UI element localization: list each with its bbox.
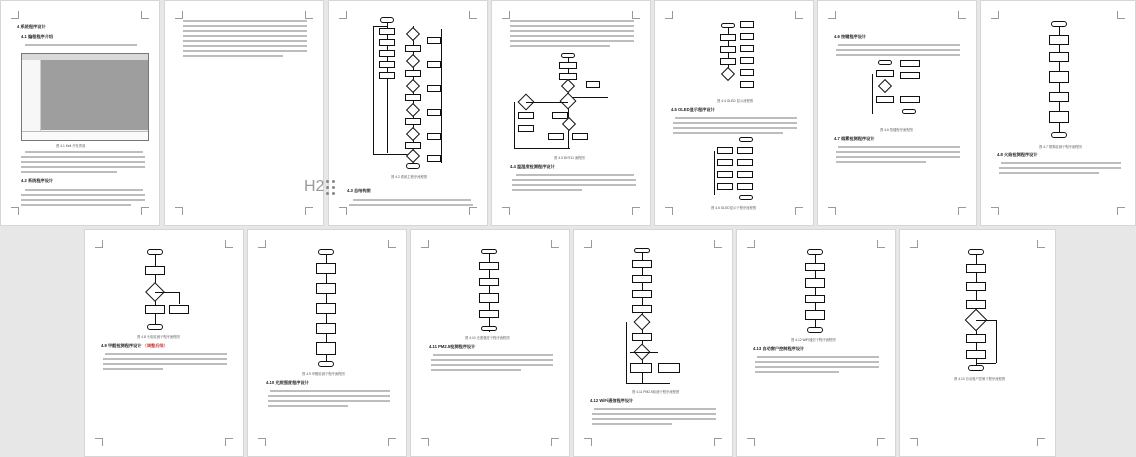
flow-connector — [976, 363, 996, 364]
flow-process — [405, 118, 421, 125]
crop-mark — [665, 207, 673, 215]
drag-handle-icon[interactable] — [326, 180, 336, 196]
document-page-10[interactable] — [410, 229, 570, 457]
document-page-5[interactable] — [654, 0, 814, 226]
flow-process — [900, 60, 920, 67]
keil-screenshot — [21, 53, 149, 141]
flow-process — [316, 303, 336, 314]
crop-mark — [584, 240, 592, 248]
section-heading: 4.4 温湿度检测程序设计 — [510, 164, 555, 169]
flow-process — [316, 263, 336, 274]
flow-process — [632, 333, 652, 341]
flow-process — [427, 61, 441, 68]
flow-process — [1049, 52, 1069, 62]
text-line — [270, 390, 390, 392]
flow-process — [900, 96, 920, 103]
crop-mark — [551, 438, 559, 446]
text-line — [431, 364, 553, 366]
flow-process — [427, 133, 441, 140]
flow-process — [737, 183, 753, 190]
flow-process — [740, 45, 754, 52]
flow-process — [479, 262, 499, 270]
flow-process — [379, 50, 395, 57]
figure-caption: 图 4.2 系统主程序流程图 — [391, 175, 428, 179]
section-heading: 4.3 总结构图 — [347, 188, 371, 193]
text-line — [21, 161, 145, 163]
figure-caption: 图 4.7 烟雾检测子程序流程图 — [1039, 145, 1082, 149]
document-page-1[interactable] — [0, 0, 160, 226]
figure-caption: 图 4.5 OLED显示子程序流程图 — [711, 206, 757, 210]
document-page-11[interactable] — [573, 229, 733, 457]
text-line — [353, 199, 471, 201]
crop-mark — [225, 438, 233, 446]
flow-process — [379, 28, 395, 35]
text-line — [510, 20, 634, 22]
crop-mark — [1117, 11, 1125, 19]
chapter-heading: 4 系统程序设计 — [17, 24, 46, 29]
section-heading: 4.10 光照强度程序设计 — [266, 380, 309, 385]
text-line — [183, 25, 307, 27]
crop-mark — [339, 11, 347, 19]
text-line — [755, 366, 879, 368]
figure-caption: 图 4.6 按键程序流程图 — [880, 128, 913, 132]
crop-mark — [141, 11, 149, 19]
flow-end — [807, 327, 823, 333]
flow-process — [740, 33, 754, 40]
flow-start — [739, 137, 753, 142]
crop-mark — [388, 240, 396, 248]
revision-note: （调整后续） — [142, 343, 168, 348]
figure-caption: 图 4.13 自动窗户控制子程序流程图 — [954, 377, 1006, 381]
flow-process — [720, 34, 736, 41]
crop-mark — [502, 207, 510, 215]
text-line — [592, 413, 716, 415]
document-page-12[interactable] — [736, 229, 896, 457]
crop-mark — [225, 240, 233, 248]
figure-caption: 图 4.8 火焰检测子程序流程图 — [137, 335, 180, 339]
crop-mark — [828, 11, 836, 19]
crop-mark — [339, 207, 347, 215]
flow-connector — [526, 102, 568, 103]
flow-process — [737, 159, 753, 166]
text-line — [836, 161, 926, 163]
flow-process — [145, 305, 165, 314]
flow-process — [427, 155, 441, 162]
flow-process — [717, 147, 733, 154]
flow-process — [876, 96, 894, 103]
text-line — [675, 117, 797, 119]
heading-style-floating-toolbar[interactable] — [304, 176, 338, 200]
flow-decision — [406, 54, 420, 68]
crop-mark — [958, 207, 966, 215]
text-line — [433, 354, 553, 356]
text-line — [25, 151, 143, 153]
flow-connector — [714, 151, 715, 195]
crop-mark — [421, 438, 429, 446]
flow-connector — [179, 292, 180, 304]
text-line — [268, 405, 348, 407]
flow-connector — [976, 320, 996, 321]
flow-process — [737, 147, 753, 154]
text-line — [836, 151, 960, 153]
figure-caption: 图 4.12 WiFi通信子程序流程图 — [791, 338, 836, 342]
text-line — [25, 44, 137, 46]
flow-process — [630, 363, 652, 373]
section-heading: 4.2 系统程序设计 — [21, 178, 54, 183]
flow-process — [720, 58, 736, 65]
text-line — [21, 194, 145, 196]
flow-end — [1051, 132, 1067, 138]
crop-mark — [469, 11, 477, 19]
flow-decision — [561, 79, 575, 93]
flow-process — [805, 263, 825, 271]
crop-mark — [95, 438, 103, 446]
flow-start — [878, 60, 892, 65]
flow-process — [632, 275, 652, 283]
crop-mark — [469, 207, 477, 215]
flow-decision — [560, 93, 577, 110]
flow-connector — [626, 322, 627, 384]
figure-caption: 图 4.10 光照强度子程序流程图 — [465, 336, 510, 340]
crop-mark — [502, 11, 510, 19]
section-heading: 4.1 编程程序介绍 — [21, 34, 54, 39]
flow-decision — [406, 27, 420, 41]
text-line — [183, 50, 307, 52]
flow-connector — [441, 29, 442, 163]
flow-process — [479, 310, 499, 318]
section-heading-text: 4.9 甲醛检测程序设计 — [101, 343, 142, 348]
flow-decision — [878, 79, 892, 93]
text-line — [105, 353, 227, 355]
crop-mark — [584, 438, 592, 446]
text-line — [349, 204, 473, 206]
flow-connector — [373, 26, 374, 154]
flow-decision — [406, 149, 420, 163]
flow-process — [658, 363, 680, 373]
section-heading — [101, 343, 168, 349]
flow-process — [740, 57, 754, 64]
flow-process — [1049, 111, 1069, 123]
document-page-6[interactable] — [817, 0, 977, 226]
crop-mark — [747, 240, 755, 248]
text-line — [183, 55, 283, 57]
flow-end — [739, 195, 753, 200]
flow-process — [479, 293, 499, 303]
text-line — [431, 369, 521, 371]
document-page-9[interactable] — [247, 229, 407, 457]
text-line — [510, 45, 610, 47]
crop-mark — [175, 207, 183, 215]
flow-process — [632, 290, 652, 298]
text-line — [183, 30, 307, 32]
crop-mark — [305, 207, 313, 215]
flow-process — [632, 260, 652, 268]
section-heading: 4.5 OLED显示程序设计 — [671, 107, 715, 112]
text-line — [268, 395, 390, 397]
section-heading: 4.11 PM2.5检测程序设计 — [429, 344, 476, 349]
text-line — [510, 40, 634, 42]
section-heading: 4.12 WiFi通信程序设计 — [590, 398, 634, 403]
flow-decision — [406, 127, 420, 141]
text-line — [183, 45, 307, 47]
flow-process — [145, 266, 165, 275]
crop-mark — [991, 207, 999, 215]
flow-process — [717, 171, 733, 178]
heading-style-label[interactable]: H2 — [304, 178, 325, 195]
text-line — [673, 122, 797, 124]
text-line — [510, 30, 634, 32]
text-line — [592, 423, 672, 425]
flow-process — [966, 350, 986, 359]
flow-process — [805, 310, 825, 320]
flow-process — [586, 81, 600, 88]
crop-mark — [11, 11, 19, 19]
text-line — [836, 54, 960, 56]
crop-mark — [714, 438, 722, 446]
text-line — [512, 184, 636, 186]
text-line — [512, 189, 582, 191]
text-line — [268, 400, 390, 402]
text-line — [512, 179, 636, 181]
crop-mark — [1037, 240, 1045, 248]
crop-mark — [747, 438, 755, 446]
text-line — [838, 146, 960, 148]
flow-decision — [721, 67, 735, 81]
flow-process — [717, 159, 733, 166]
crop-mark — [714, 240, 722, 248]
flow-process — [966, 300, 986, 309]
text-line — [21, 166, 145, 168]
flow-process — [518, 112, 534, 119]
flow-decision — [562, 117, 576, 131]
crop-mark — [632, 207, 640, 215]
flow-process — [379, 39, 395, 46]
flow-process — [632, 305, 652, 313]
crop-mark — [991, 11, 999, 19]
flow-process — [548, 133, 564, 140]
flow-connector — [373, 26, 387, 27]
document-page-7[interactable] — [980, 0, 1136, 226]
flow-process — [737, 171, 753, 178]
flow-connector — [872, 74, 873, 114]
flow-process — [427, 109, 441, 116]
flow-process — [740, 81, 754, 88]
document-page-3[interactable] — [328, 0, 488, 226]
text-line — [673, 127, 797, 129]
crop-mark — [305, 11, 313, 19]
flow-process — [427, 85, 441, 92]
flow-connector — [996, 320, 997, 363]
flow-end — [406, 163, 420, 169]
section-heading: 4.13 自动窗户控制程序设计 — [753, 346, 805, 351]
text-line — [21, 171, 117, 173]
document-page-2[interactable] — [164, 0, 324, 226]
flow-end — [318, 361, 334, 367]
crop-mark — [877, 438, 885, 446]
text-line — [999, 172, 1099, 174]
text-line — [838, 44, 960, 46]
flow-process — [559, 62, 577, 69]
crop-mark — [1037, 438, 1045, 446]
text-line — [755, 361, 879, 363]
text-line — [516, 174, 634, 176]
text-line — [103, 363, 227, 365]
flow-process — [900, 72, 920, 79]
section-heading: 4.6 按键程序设计 — [834, 34, 867, 39]
flow-connector — [514, 148, 570, 149]
flow-process — [405, 94, 421, 101]
flow-process — [966, 264, 986, 273]
text-line — [21, 204, 131, 206]
flow-process — [379, 72, 395, 79]
document-page-13[interactable] — [899, 229, 1056, 457]
flow-process — [717, 183, 733, 190]
figure-caption: 图 4.1 Keil 开发界面 — [56, 144, 86, 148]
text-line — [1001, 162, 1121, 164]
section-heading: 4.8 火焰检测程序设计 — [997, 152, 1038, 157]
flow-process — [169, 305, 189, 314]
flow-process — [316, 342, 336, 355]
flow-process — [1049, 92, 1069, 102]
flow-process — [316, 283, 336, 294]
crop-mark — [258, 438, 266, 446]
flow-process — [720, 46, 736, 53]
crop-mark — [958, 11, 966, 19]
flow-process — [405, 70, 421, 77]
flow-process — [740, 21, 754, 28]
figure-caption: 图 4.11 PM2.5检测子程序流程图 — [632, 390, 680, 394]
flow-decision — [406, 79, 420, 93]
text-line — [183, 35, 307, 37]
flow-process — [966, 334, 986, 343]
crop-mark — [877, 240, 885, 248]
crop-mark — [828, 207, 836, 215]
text-line — [21, 199, 145, 201]
crop-mark — [795, 11, 803, 19]
text-line — [594, 408, 716, 410]
flow-decision — [406, 103, 420, 117]
flow-end — [147, 324, 163, 330]
crop-mark — [910, 240, 918, 248]
flow-connector — [630, 352, 658, 353]
flow-process — [966, 282, 986, 291]
flow-connector — [514, 102, 515, 148]
crop-mark — [551, 240, 559, 248]
text-line — [103, 368, 163, 370]
text-line — [510, 35, 634, 37]
crop-mark — [665, 11, 673, 19]
flow-process — [316, 323, 336, 334]
flow-process — [805, 278, 825, 288]
crop-mark — [11, 207, 19, 215]
text-line — [183, 20, 307, 22]
text-line — [25, 189, 143, 191]
flow-process — [1049, 71, 1069, 83]
flow-end — [968, 365, 984, 371]
text-line — [183, 40, 307, 42]
section-heading: 4.7 烟雾检测程序设计 — [834, 136, 875, 141]
text-line — [836, 49, 960, 51]
figure-caption: 图 4.3 DHT11 流程图 — [554, 156, 585, 160]
flow-process — [1049, 35, 1069, 45]
text-line — [673, 132, 783, 134]
flow-connector — [155, 292, 179, 293]
flow-process — [405, 45, 421, 52]
text-line — [431, 359, 553, 361]
flow-process — [379, 61, 395, 68]
text-line — [103, 358, 227, 360]
text-line — [757, 356, 879, 358]
crop-mark — [141, 207, 149, 215]
flow-connector — [626, 383, 670, 384]
figure-caption: 图 4.4 OLED 显示流程图 — [717, 99, 754, 103]
text-line — [510, 25, 634, 27]
crop-mark — [175, 11, 183, 19]
crop-mark — [795, 207, 803, 215]
flow-process — [572, 133, 588, 140]
flow-process — [876, 70, 894, 77]
crop-mark — [1117, 207, 1125, 215]
flow-process — [518, 125, 534, 132]
flow-process — [427, 37, 441, 44]
flow-end — [481, 326, 497, 331]
crop-mark — [910, 438, 918, 446]
crop-mark — [95, 240, 103, 248]
text-line — [836, 156, 960, 158]
crop-mark — [421, 240, 429, 248]
flow-process — [740, 69, 754, 76]
text-line — [755, 371, 839, 373]
document-page-4[interactable] — [491, 0, 651, 226]
flow-process — [479, 278, 499, 286]
document-page-8[interactable] — [84, 229, 244, 457]
text-line — [999, 167, 1121, 169]
flow-process — [805, 295, 825, 303]
flow-process — [552, 112, 568, 119]
flow-decision — [634, 314, 651, 331]
crop-mark — [388, 438, 396, 446]
figure-caption: 图 4.9 甲醛检测子程序流程图 — [302, 372, 345, 376]
crop-mark — [258, 240, 266, 248]
text-line — [21, 156, 145, 158]
crop-mark — [632, 11, 640, 19]
flow-end — [902, 109, 916, 114]
text-line — [592, 418, 716, 420]
